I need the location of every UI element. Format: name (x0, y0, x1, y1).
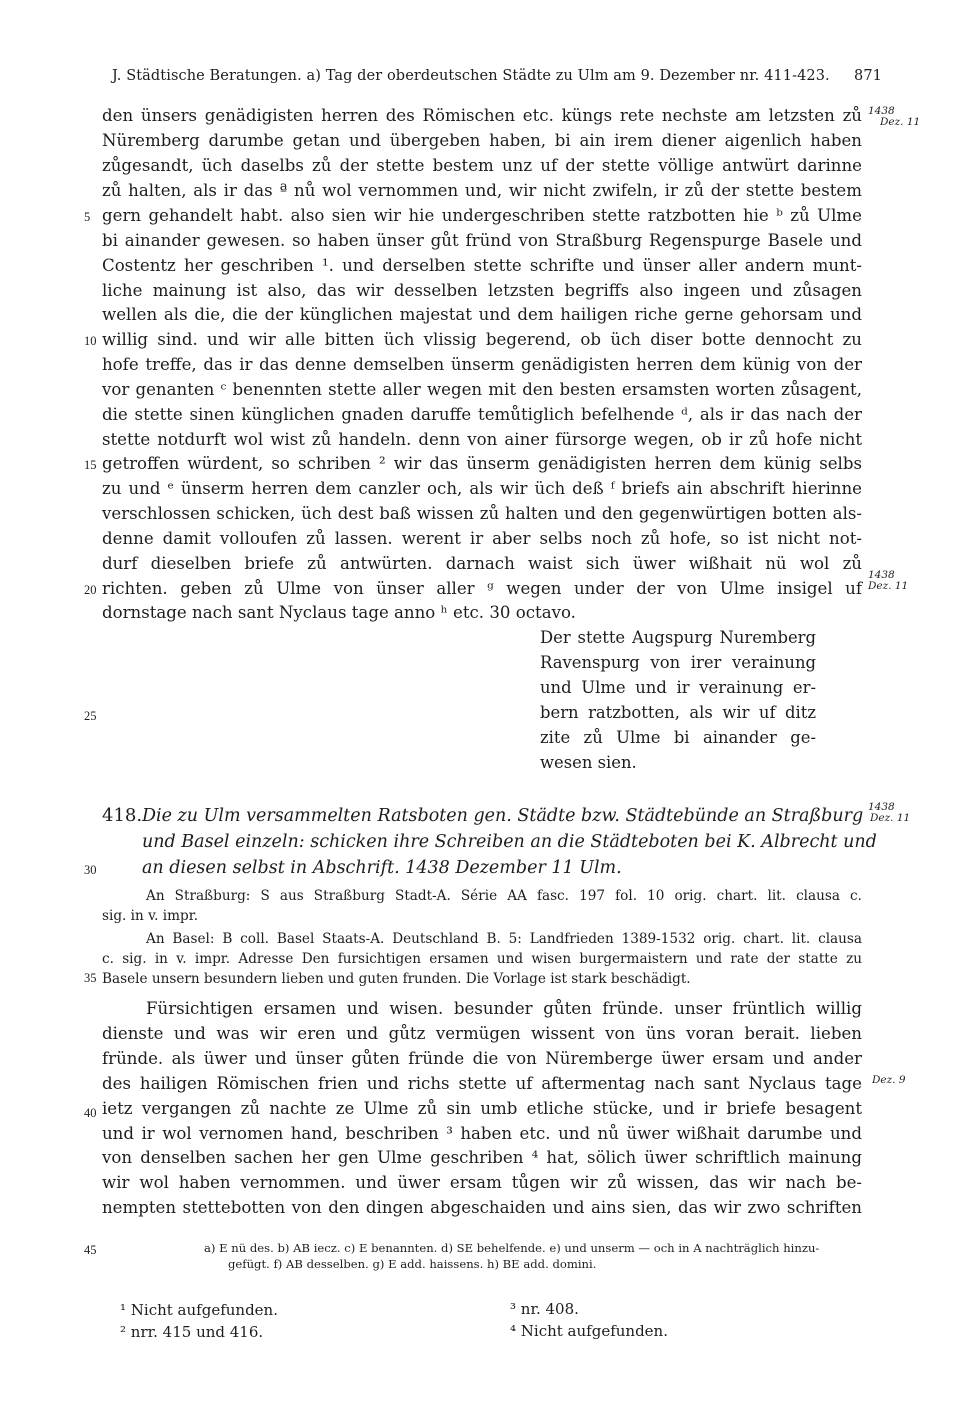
footnote: ¹ Nicht aufgefunden. (120, 1301, 278, 1319)
signature-line: und Ulme und ir verainung er- (540, 678, 816, 697)
footnote: ³ nr. 408. (510, 1300, 579, 1318)
text-line: die stette sinen künglichen gnaden daruffe temůtiglich befelhende ᵈ, als ir das nach der (102, 405, 862, 424)
signature-line: Ravenspurg von irer verainung (540, 653, 816, 672)
signature-line: wesen sien. (540, 753, 637, 772)
signature-line: zite zů Ulme bi ainander ge- (540, 728, 816, 747)
running-title: J. Städtische Beratungen. a) Tag der oberdeutschen Städte zu Ulm am 9. Dezember nr. 411-423. (112, 68, 830, 84)
text-line: und ir wol vernomen hand, beschriben ³ haben etc. und nů üwer wißhait darumbe und (102, 1124, 862, 1143)
text-line: wir wol haben vernommen. und üwer ersam tůgen wir zů wissen, das wir nach be- (102, 1173, 862, 1192)
text-line: willig sind. und wir alle bitten üch vlissig begerend, ob üch diser botte dennocht zu (102, 330, 862, 349)
source-line: An Basel: B coll. Basel Staats-A. Deutschland B. 5: Landfrieden 1389-1532 orig. chart. lit. clausa (146, 931, 862, 947)
running-head (112, 68, 882, 84)
source-line: c. sig. in v. impr. Adresse Den fursichtigen ersamen und wisen burgermaistern und rate der statte zu (102, 951, 862, 967)
text-line: gern gehandelt habt. also sien wir hie undergeschriben stette ratzbotten hie ᵇ zů Ulme (102, 206, 862, 225)
line-number: 25 (84, 709, 97, 723)
text-line: Costentz her geschriben ¹. und derselben stette schrifte und ünser aller andern munt- (102, 256, 862, 275)
line-number: 20 (84, 583, 97, 597)
footnote: ² nrr. 415 und 416. (120, 1323, 264, 1341)
line-number: 40 (84, 1106, 97, 1120)
text-line: Fürsichtigen ersamen und wisen. besunder gůten fründe. unser früntlich willig (146, 999, 862, 1018)
footnote: ⁴ Nicht aufgefunden. (510, 1322, 668, 1340)
source-line: sig. in v. impr. (102, 908, 199, 924)
text-line: zu und ᵉ ünserm herren dem canzler och, als wir üch deß ᶠ briefs ain abschrift hierinne (102, 479, 862, 498)
regest-line: Die zu Ulm versammelten Ratsboten gen. Städte bzw. Städtebünde an Straßburg (142, 806, 864, 826)
text-line: denne damit volloufen zů lassen. werent ir aber selbs noch zů hofe, so ist nicht not- (102, 529, 862, 548)
text-line: vor genanten ᶜ benennten stette aller wegen mit den besten ersamsten worten zůsagent, (102, 380, 862, 399)
regest-line: und Basel einzeln: schicken ihre Schreiben an die Städteboten bei K. Albrecht und (142, 832, 877, 852)
text-line: den ünsers genädigisten herren des Römischen etc. küngs rete nechste am letzsten zů (102, 106, 862, 125)
line-number: 10 (84, 334, 97, 348)
text-line: nempten stettebotten von den dingen abgeschaiden und ains sien, das wir zwo schriften (102, 1198, 862, 1217)
text-line: getroffen würdent, so schriben ² wir das ünserm genädigisten herren dem künig selbs (102, 454, 862, 473)
signature-line: Der stette Augspurg Nuremberg (540, 628, 816, 647)
text-line: dornstage nach sant Nyclaus tage anno ʰ etc. 30 octavo. (102, 603, 576, 622)
text-line: ietz vergangen zů nachte ze Ulme zů sin umb etliche stücke, und ir briefe besagent (102, 1099, 862, 1118)
text-line: stette notdurft wol wist zů handeln. denn von ainer fürsorge wegen, ob ir zů hofe nicht (102, 430, 862, 449)
text-line: Nüremberg darumbe getan und übergeben haben, bi ain irem diener aigenlich haben (102, 131, 862, 150)
text-line: bi ainander gewesen. so haben ünser gůt fründ von Straßburg Regenspurge Basele und (102, 231, 862, 250)
line-number: 15 (84, 458, 97, 472)
text-line: dienste und was wir eren und gůtz vermügen wissent von üns voran berait. lieben (102, 1024, 862, 1043)
text-line: durf dieselben briefe zů antwürten. darnach waist sich üwer wißhait nü wol zů (102, 554, 862, 573)
line-number: 45 (84, 1243, 97, 1257)
text-line: fründe. als üwer und ünser gůten fründe die von Nüremberge üwer ersam und ander (102, 1049, 862, 1068)
text-line: von denselben sachen her gen Ulme geschriben ⁴ hat, sölich üwer schriftlich mainung (102, 1148, 862, 1167)
margin-date: Dez. 9 (872, 1074, 906, 1086)
line-number: 5 (84, 210, 91, 224)
apparatus-line: gefügt. f) AB desselben. g) E add. haissens. h) BE add. domini. (228, 1257, 597, 1271)
line-number: 30 (84, 863, 97, 877)
text-line: zů halten, als ir das ª nů wol vernommen und, wir nicht zwifeln, ir zů der stette bestem (102, 181, 862, 200)
apparatus-line: a) E nü des. b) AB iecz. c) E benannten. d) SE behelfende. e) und unserm — och in A nachträglich hinzu- (204, 1241, 820, 1255)
line-number: 35 (84, 971, 97, 985)
source-line: Basele unsern besundern lieben und guten frunden. Die Vorlage ist stark beschädigt. (102, 971, 691, 987)
regest-line: an diesen selbst in Abschrift. 1438 Dezember 11 Ulm. (142, 858, 622, 878)
text-line: zůgesandt, üch daselbs zů der stette bestem unz uf der stette völlige antwürt darinne (102, 156, 862, 175)
entry-number: 418. (102, 805, 143, 826)
text-line: hofe treffe, das ir das denne demselben ünserm genädigisten herren dem künig von der (102, 355, 862, 374)
source-line: An Straßburg: S aus Straßburg Stadt-A. Série AA fasc. 197 fol. 10 orig. chart. lit. clausa c. (146, 888, 862, 904)
margin-date: 1438 Dez. 11 (868, 569, 909, 592)
text-line: verschlossen schicken, üch dest baß wissen zů halten und den gegenwürtigen botten als- (102, 504, 862, 523)
text-line: wellen als die, die der künglichen majestat und dem hailigen riche gerne gehorsam und (102, 305, 862, 324)
text-line: liche mainung ist also, das wir desselben letzsten begriffs also ingeen und zůsagen (102, 281, 862, 300)
margin-date: 1438 Dez. 11 (868, 801, 911, 824)
page-number: 871 (854, 68, 882, 84)
signature-line: bern ratzbotten, als wir uf ditz (540, 703, 816, 722)
text-line: richten. geben zů Ulme von ünser aller ᵍ wegen under der von Ulme insigel uf (102, 579, 862, 598)
margin-date: 1438 Dez. 11 (868, 105, 921, 128)
text-line: des hailigen Römischen frien und richs stette uf aftermentag nach sant Nyclaus tage (102, 1074, 862, 1093)
